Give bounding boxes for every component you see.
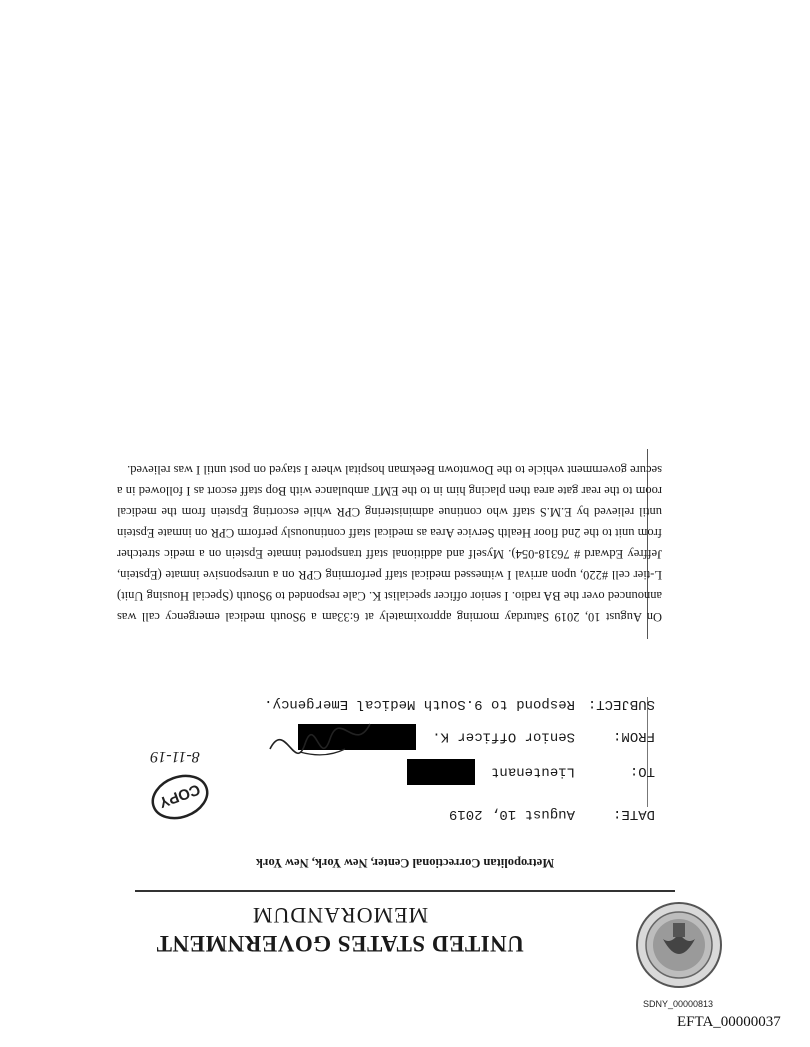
subject-value: Respond to 9.South Medical Emergency.: [264, 696, 575, 712]
organization-line: Metropolitan Correctional Center, New York, New York: [255, 856, 555, 870]
date-value: August 10, 2019: [448, 806, 575, 822]
memo-body: [117, 459, 662, 627]
memo-title: [100, 901, 580, 957]
from-label: FROM:: [612, 728, 655, 745]
bates-number-small: SDNY_00000813: [643, 999, 714, 1009]
date-field: [449, 806, 655, 822]
subject-label: SUBJECT:: [587, 696, 655, 712]
redaction-bar: [407, 759, 475, 785]
to-field: [407, 759, 655, 785]
signature-icon: [265, 704, 375, 764]
to-value: Lieutenant: [490, 763, 575, 780]
memorandum-heading: MEMORANDUM: [251, 903, 429, 928]
to-label: TO:: [629, 763, 655, 780]
handwritten-date: 8-11-19: [150, 748, 200, 765]
doj-seal-icon: [635, 901, 723, 989]
margin-line: [647, 697, 648, 807]
from-value: Senior Officer K.: [432, 728, 575, 745]
bates-number: EFTA_00000037: [677, 1014, 781, 1030]
copy-stamp-text: COPY: [156, 780, 203, 811]
header-rule: [135, 890, 675, 892]
copy-stamp: [115, 747, 235, 847]
government-heading: UNITED STATES GOVERNMENT: [156, 931, 524, 956]
date-label: DATE:: [612, 806, 655, 822]
body-paragraph: On August 10, 2019 Saturday morning approximately at 6:33am a 9South medical emergency call was announced over the BA radio. I senior officer specialist K. Cale responded to 9South (Special Housing Unit) L-tier cell #220, upon arrival I witnessed medical staff performing CPR on a unresponsive inmate (Epstein, Jeffrey Edward # 76318-054). Myself and additional staff transported inmate Epstein on a medic stretcher from unit to the 2nd floor Health Service Area as medical staff continuously perform CPR on inmate Epstein until relieved by E.M.S staff who continue administering CPR while escorting Epstein from the medical room to the rear gate area then placing him in to the EMT ambulance with Bop staff escort as I followed in a secure government vehicle to the Downtown Beekman hospital where I stayed on post until I was relieved.: [117, 463, 662, 624]
